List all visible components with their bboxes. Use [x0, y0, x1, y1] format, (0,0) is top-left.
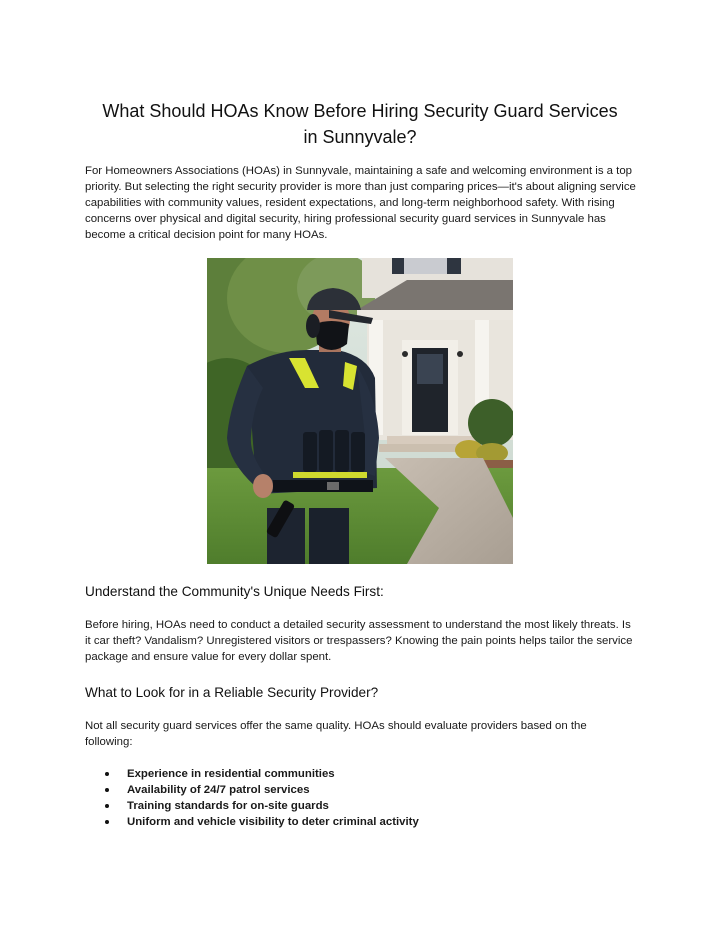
- list-item-text: Availability of 24/7 patrol services: [127, 784, 310, 796]
- security-guard-photo: [207, 258, 513, 564]
- section-body-provider: Not all security guard services offer the same quality. HOAs should evaluate providers based on the following:: [85, 720, 587, 748]
- list-item-text: Experience in residential communities: [127, 768, 335, 780]
- criteria-list: [85, 766, 419, 830]
- section-heading-provider: What to Look for in a Reliable Security Provider?: [85, 685, 379, 700]
- list-item: [85, 782, 419, 798]
- list-item: [85, 766, 419, 782]
- list-item: [85, 814, 419, 830]
- section-heading-needs: Understand the Community's Unique Needs First:: [85, 584, 384, 599]
- bullet-icon: [105, 804, 109, 808]
- bullet-icon: [105, 820, 109, 824]
- section-body-needs: Before hiring, HOAs need to conduct a detailed security assessment to understand the most likely threats. Is it car theft? Vandalism? Unregistered visitors or trespassers? Knowing the pain points helps tailor the service package and ensure value for every dollar spent.: [85, 619, 633, 663]
- document-title: What Should HOAs Know Before Hiring Security Guard Services in Sunnyvale?: [102, 101, 618, 147]
- list-item-text: Training standards for on-site guards: [127, 800, 329, 812]
- bullet-icon: [105, 772, 109, 776]
- list-item-text: Uniform and vehicle visibility to deter criminal activity: [127, 816, 419, 828]
- bullet-icon: [105, 788, 109, 792]
- list-item: [85, 798, 419, 814]
- intro-paragraph: For Homeowners Associations (HOAs) in Sunnyvale, maintaining a safe and welcoming environment is a top priority. But selecting the right security provider is more than just comparing prices—it's about aligning service capabilities with community values, resident expectations, and long-term neighborhood safety. With rising concerns over physical and digital security, hiring professional security guard services in Sunnyvale has become a critical decision point for many HOAs.: [85, 165, 636, 241]
